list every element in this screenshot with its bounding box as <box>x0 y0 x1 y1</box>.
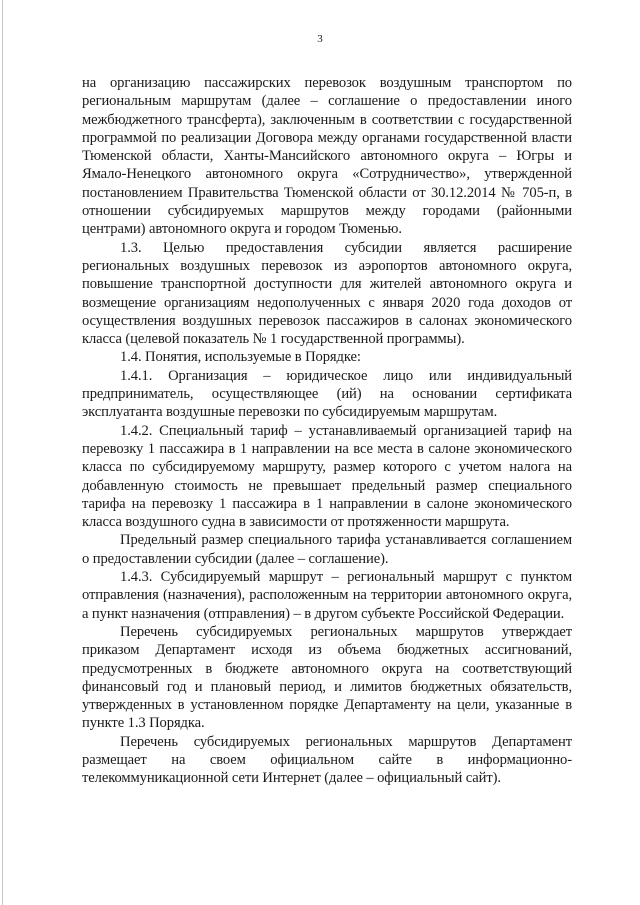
page-edge <box>2 0 3 905</box>
paragraph-1-4-3: 1.4.3. Субсидируемый маршрут – региональный маршрут с пунктом отправления (назначения), расположенным на территории автономного округа, а пункт назначения (отправления) – в другом субъекте Российской Федерации. <box>82 569 572 622</box>
paragraph-1-4-1: 1.4.1. Организация – юридическое лицо или индивидуальный предприниматель, осуществляющее (ий) на основании сертификата эксплуатанта воздушные перевозки по субсидируемым маршрутам. <box>82 367 572 421</box>
paragraph-tariff-limit: Предельный размер специального тарифа устанавливается соглашением о предоставлении субсидии (далее – соглашение). <box>82 532 572 567</box>
paragraph-route-publication: Перечень субсидируемых региональных маршрутов Департамент размещает на своем официальном сайте в информационно-телекоммуникационной сети Интернет (далее – официальный сайт). <box>82 733 572 787</box>
page-number: 3 <box>317 33 323 45</box>
paragraph-1-4-2: 1.4.2. Специальный тариф – устанавливаемый организацией тариф на перевозку 1 пассажира в 1 направлении на все места в салоне экономического класса по субсидируемому маршруту, размер которого с учетом налога на добавленную стоимость не превышает предельный размер специального тарифа на перевозку 1 пассажира в 1 направлении в салоне экономического класса воздушного судна в зависимости от протяженности маршрута. <box>82 422 572 531</box>
document-body <box>82 74 572 788</box>
paragraph-route-list: Перечень субсидируемых региональных маршрутов утверждает приказом Департамент исходя из объема бюджетных ассигнований, предусмотренных в бюджете автономного округа на соответствующий финансовый год и плановый период, и лимитов бюджетных обязательств, утвержденных в установленном порядке Департаменту на цели, указанные в пункте 1.3 Порядка. <box>82 623 572 732</box>
paragraph-1-3: 1.3. Целью предоставления субсидии является расширение региональных воздушных перевозок из аэропортов автономного округа, повышение транспортной доступности для жителей автономного округа и возмещение организациям недополученных с января 2020 года доходов от осуществления воздушных перевозок пассажиров в салонах экономического класса (целевой показатель № 1 государственной программы). <box>82 239 572 348</box>
paragraph-continuation: на организацию пассажирских перевозок воздушным транспортом по региональным маршрутам (далее – соглашение о предоставлении иного межбюджетного трансферта), заключенным в соответствии с государственной программой по реализации Договора между органами государственной власти Тюменской области, Ханты-Мансийского автономного округа – Югры и Ямало-Ненецкого автономного округа «Сотрудничество», утвержденной постановлением Правительства Тюменской области от 30.12.2014 № 705-п, в отношении субсидируемых маршрутов между городами (районными центрами) автономного округа и городом Тюменью. <box>82 75 572 238</box>
paragraph-1-4: 1.4. Понятия, используемые в Порядке: <box>120 349 361 366</box>
